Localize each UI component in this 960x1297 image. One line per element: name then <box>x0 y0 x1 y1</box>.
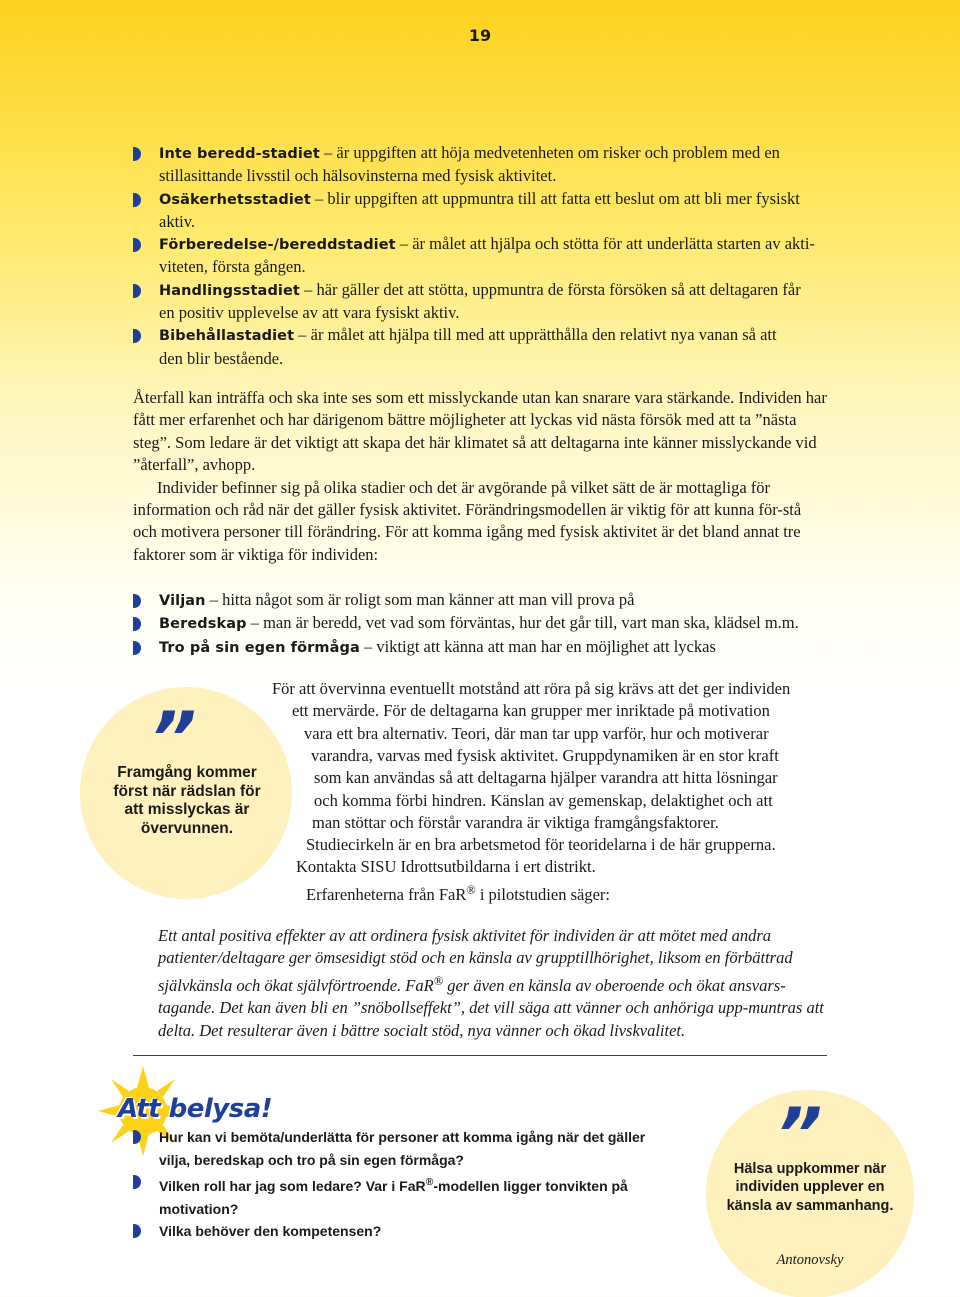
list-item: Inte beredd-stadiet – är uppgiften att höja medvetenheten om risker och problem med en stillasittande livsstil och hälsovinsterna med fysisk aktivitet. <box>133 142 833 188</box>
stage-term: Bibehållastadiet <box>159 328 295 345</box>
stage-list <box>133 142 833 370</box>
text-line: För att övervinna eventuellt motstånd att röra på sig krävs att det ger individen <box>272 679 791 698</box>
text-line: som kan användas så att deltagarna hjälper varandra att hitta lösningar <box>314 768 778 788</box>
far-quote: Ett antal positiva effekter av att ordinera fysisk aktivitet för individen är att mötet med andra patienter/deltagare ger ömsesidigt stöd och en känsla av grupptillhörighet, liksom en förbättrad självkänsla och ökat självförtroende. FaR® ger även en känsla av oberoende och ökat ansvars-tagande. Det kan även bli en ”snöbollseffekt”, det vill säga att vänner och anhöriga upp-muntras att delta. Det resulterar även i bättre socialt stöd, nya vänner och ökad livskvalitet. <box>158 926 824 1040</box>
stage-term: Inte beredd-stadiet <box>159 146 320 162</box>
bullet-icon <box>133 284 141 298</box>
paragraph: Återfall kan inträffa och ska inte ses som ett misslyckande utan kan snarare vara stärkande. Individen har fått mer erfarenhet och har därigenom bättre möjligheter att lyckas vid nästa försök med att ta ”nästa steg”. Som ledare är det viktigt att skapa det här klimatet så att deltagarna inte känner misslyckande vid ”återfall”, avhopp. <box>133 388 827 475</box>
bullet-icon <box>133 641 141 655</box>
stage-term: Förberedelse-/bereddstadiet <box>159 237 396 254</box>
quote-mark-icon: ” <box>776 1092 817 1176</box>
text-line: Erfarenheterna från FaR® i pilotstudien säger: <box>306 882 610 904</box>
question-list <box>133 1126 713 1243</box>
bullet-icon <box>133 1175 141 1189</box>
text-line: och komma förbi hindren. Känslan av gemenskap, delaktighet och att <box>314 790 773 810</box>
text-line: Studiecirkeln är en bra arbetsmetod för teoridelarna i de här grupperna. <box>306 835 776 855</box>
bullet-icon <box>133 1224 141 1238</box>
list-item: Hur kan vi bemöta/underlätta för personer att komma igång när det gäller vilja, beredskap och tro på sin egen förmåga? <box>133 1126 713 1171</box>
factor-term: Tro på sin egen förmåga <box>159 639 360 656</box>
list-item: Vilken roll har jag som ledare? Var i FaR®-modellen ligger tonvikten på motivation? <box>133 1171 713 1220</box>
bullet-icon <box>133 147 141 161</box>
list-item: Beredskap – man är beredd, vet vad som förväntas, hur det går till, vart man ska, klädsel m.m. <box>133 612 873 635</box>
bullet-icon <box>133 238 141 252</box>
factor-list <box>133 589 873 659</box>
quote-author: Antonovsky <box>776 1252 844 1268</box>
paragraph: Individer befinner sig på olika stadier och det är avgörande på vilket sätt de är mottagliga för information och råd när det gäller fysisk aktivitet. Förändringsmodellen är viktig för att kunna för-stå och motivera personer till förändring. För att komma igång med fysisk aktivitet är det bland annat tre faktorer som är viktiga för individen: <box>133 477 802 564</box>
factor-term: Viljan <box>159 593 206 609</box>
body-text <box>133 387 827 566</box>
factor-term: Beredskap <box>159 616 247 633</box>
logo-title: Att belysa! <box>118 1094 273 1124</box>
text-line: Kontakta SISU Idrottsutbildarna i ert distrikt. <box>296 857 596 877</box>
list-item: Bibehållastadiet – är målet att hjälpa till med att upprätthålla den relativt nya vanan så att den blir bestående. <box>133 324 833 370</box>
bullet-icon <box>133 594 141 608</box>
stage-term: Osäkerhetsstadiet <box>159 191 311 208</box>
pull-quote: Hälsa uppkommer när individen upplever en känsla av sammanhang. <box>726 1161 894 1214</box>
text-line: ett mervärde. För de deltagarna kan grupper mer inriktade på motivation <box>292 701 770 721</box>
text-line: vara ett bra alternativ. Teori, där man tar upp varför, hur och motiverar <box>304 723 769 743</box>
pull-quote: Framgång kommer först när rädslan för att misslyckas är övervunnen. <box>113 764 261 837</box>
text-line: man stöttar och förstår varandra är viktiga framgångsfaktorer. <box>312 812 719 832</box>
divider <box>133 1055 827 1056</box>
bullet-icon <box>133 1130 141 1144</box>
list-item: Förberedelse-/bereddstadiet – är målet att hjälpa och stötta för att underlätta starten av akti- viteten, första gången. <box>133 233 833 279</box>
bullet-icon <box>133 617 141 631</box>
quote-mark-icon: ” <box>150 696 191 780</box>
list-item: Vilka behöver den kompetensen? <box>133 1220 713 1243</box>
text-line: varandra, varvas med fysisk aktivitet. Gruppdynamiken är en stor kraft <box>311 745 779 765</box>
list-item: Tro på sin egen förmåga – viktigt att känna att man har en möjlighet att lyckas <box>133 636 873 659</box>
bullet-icon <box>133 329 141 343</box>
bullet-icon <box>133 193 141 207</box>
list-item: Viljan – hitta något som är roligt som man känner att man vill prova på <box>133 589 873 612</box>
page-number: 19 <box>468 26 492 45</box>
list-item: Handlingsstadiet – här gäller det att stötta, uppmuntra de första försöken så att deltagaren får en positiv upplevelse av att vara fysiskt aktiv. <box>133 279 833 325</box>
stage-term: Handlingsstadiet <box>159 282 300 299</box>
list-item: Osäkerhetsstadiet – blir uppgiften att uppmuntra till att fatta ett beslut om att bli mer fysiskt aktiv. <box>133 188 833 234</box>
motivation-text <box>0 678 960 908</box>
